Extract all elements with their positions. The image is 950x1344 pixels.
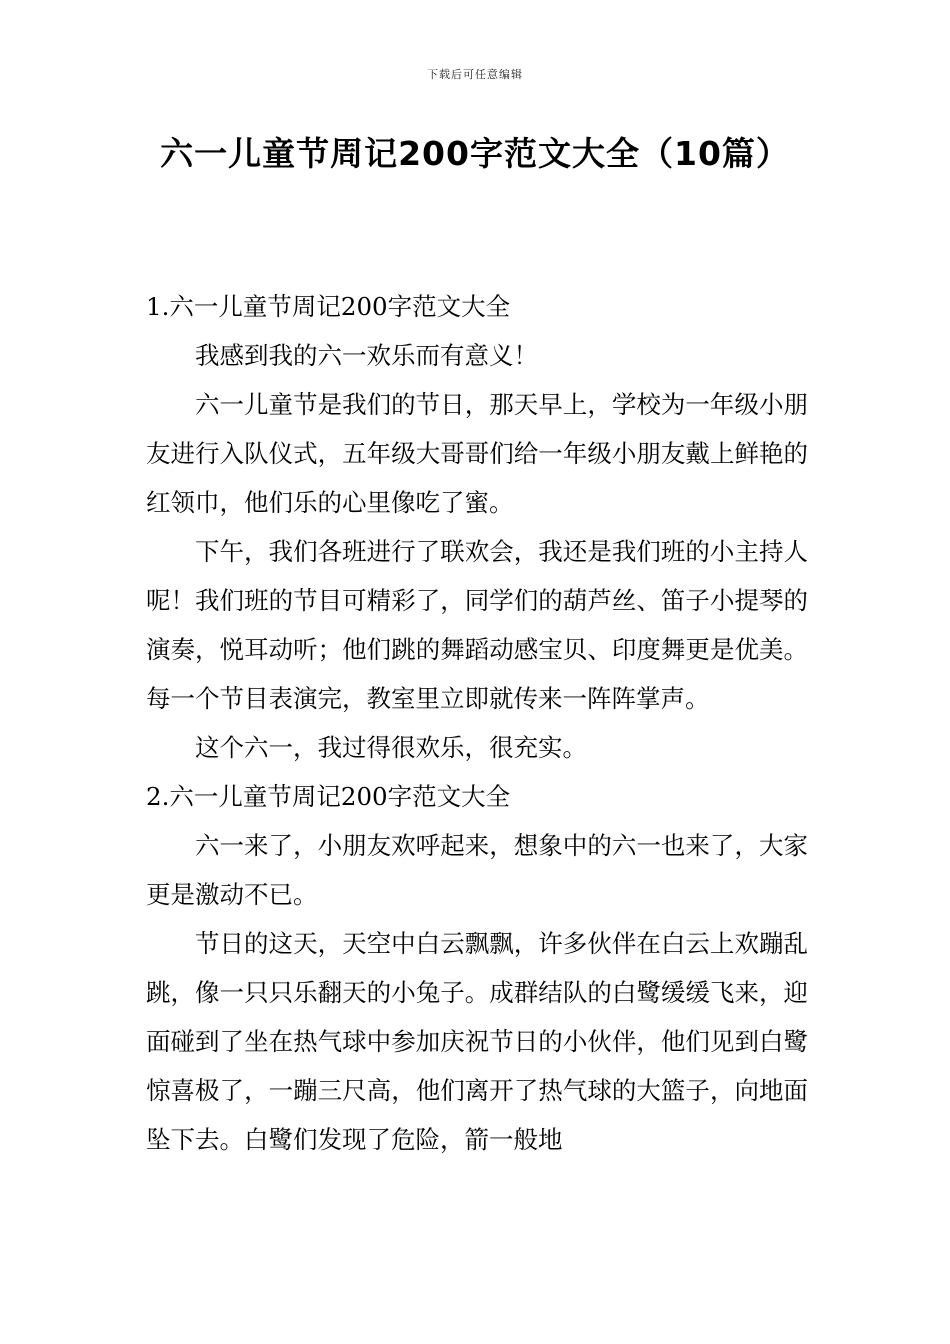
paragraph: 六一来了，小朋友欢呼起来，想象中的六一也来了，大家更是激动不已。 <box>146 831 808 909</box>
paragraph: 这个六一，我过得很欢乐，很充实。 <box>195 733 587 762</box>
paragraph: 节日的这天，天空中白云飘飘，许多伙伴在白云上欢蹦乱跳，像一只只乐翻天的小兔子。成群结队的白鹭缓缓飞来，迎面碰到了坐在热气球中参加庆祝节日的小伙伴，他们见到白鹭惊喜极了，一蹦三尺高，他们离开了热气球的大篮子，向地面坠下去。白鹭们发现了危险，箭一般地 <box>146 929 808 1154</box>
section-heading-2: 2.六一儿童节周记200字范文大全 <box>146 782 511 811</box>
paragraph: 我感到我的六一欢乐而有意义！ <box>195 341 538 370</box>
document-title: 六一儿童节周记200字范文大全（10篇） <box>160 134 790 173</box>
paragraph: 下午，我们各班进行了联欢会，我还是我们班的小主持人呢！我们班的节目可精彩了，同学们的葫芦丝、笛子小提琴的演奏，悦耳动听；他们跳的舞蹈动感宝贝、印度舞更是优美。每一个节目表演完，教室里立即就传来一阵阵掌声。 <box>146 537 808 713</box>
section-heading-1: 1.六一儿童节周记200字范文大全 <box>146 292 511 321</box>
header-note: 下载后可任意编辑 <box>427 68 523 81</box>
document-body <box>146 282 808 1164</box>
paragraph: 六一儿童节是我们的节日，那天早上，学校为一年级小朋友进行入队仪式，五年级大哥哥们给一年级小朋友戴上鲜艳的红领巾，他们乐的心里像吃了蜜。 <box>146 390 808 517</box>
